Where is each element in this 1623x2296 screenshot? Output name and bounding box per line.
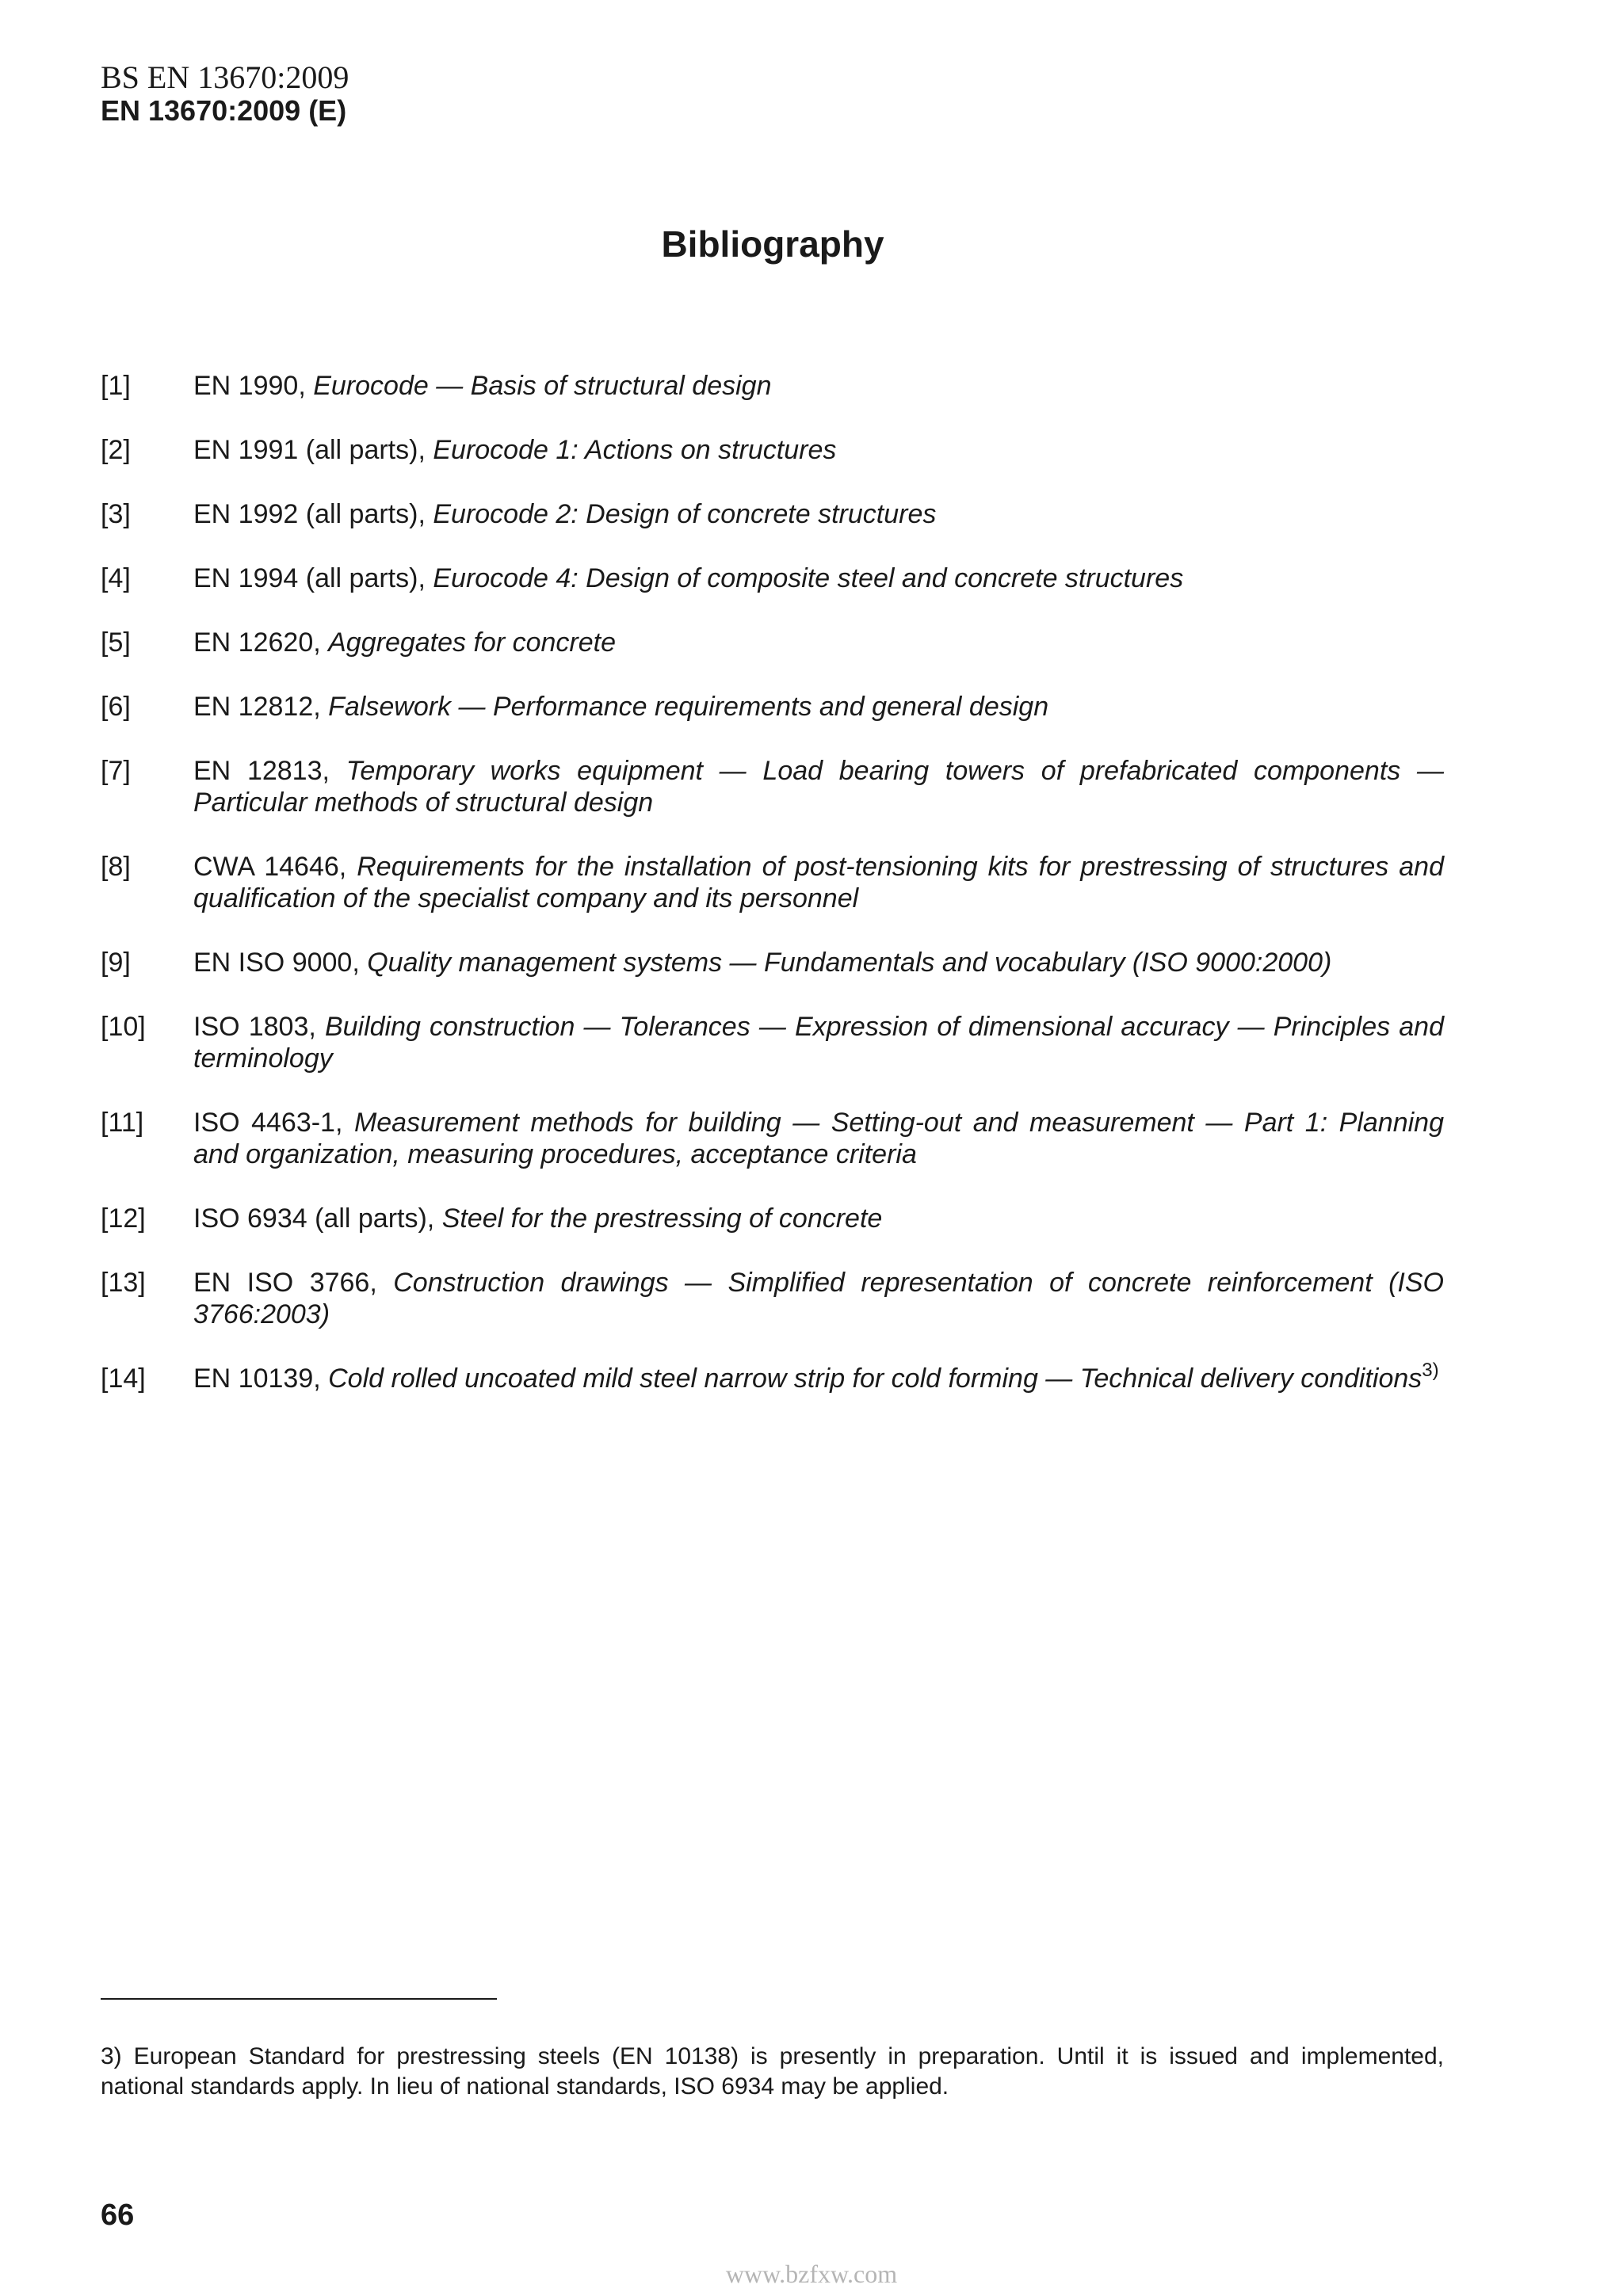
bibliography-entry [101,563,1444,594]
entry-standard: EN 1994 (all parts), [193,563,433,593]
entry-title: Falsework — Performance requirements and general design [328,692,1049,722]
bibliography-entry [101,434,1444,466]
entry-title: Eurocode 2: Design of concrete structures [433,499,937,529]
entry-number: [6] [101,692,131,722]
entry-title: Construction drawings — Simplified representation of concrete reinforcement (ISO 3766:2003) [193,1268,1445,1329]
entry-standard: EN 1991 (all parts), [193,435,433,465]
entry-text [193,370,1444,402]
entry-title: Temporary works equipment — Load bearing towers of prefabricated components — Particular methods of structural design [193,756,1444,818]
entry-standard: EN 12620, [193,627,329,658]
entry-number: [2] [101,435,131,465]
bibliography-entry [101,498,1444,530]
entry-text [193,851,1444,914]
page-number: 66 [101,2199,135,2232]
entry-title: Cold rolled uncoated mild steel narrow strip for cold forming — Technical delivery conditions [328,1363,1423,1394]
bibliography-entry [101,1203,1444,1234]
entry-standard: EN ISO 9000, [193,948,368,978]
bibliography-entry [101,851,1444,914]
entry-number: [8] [101,852,131,882]
entry-text [193,563,1444,594]
entry-text [193,1360,1444,1394]
entry-title: Measurement methods for building — Setting-out and measurement — Part 1: Planning and organization, measuring procedures, acceptance criteria [193,1108,1444,1169]
entry-number: [4] [101,563,131,593]
entry-text [193,691,1444,723]
entry-number: [9] [101,948,131,978]
entry-title: Eurocode — Basis of structural design [313,371,772,401]
entry-title: Requirements for the installation of post-tensioning kits for prestressing of structures and qualification of the specialist company and its personnel [193,852,1445,913]
entry-text [193,434,1444,466]
bibliography-entry [101,755,1444,818]
entry-text [193,498,1444,530]
entry-text [193,627,1444,658]
entry-text [193,1107,1444,1170]
entry-title: Quality management systems — Fundamentals and vocabulary (ISO 9000:2000) [367,948,1332,978]
bibliography-entry [101,1267,1444,1330]
entry-title: Steel for the prestressing of concrete [441,1203,883,1234]
entry-number: [7] [101,756,131,786]
entry-number: [14] [101,1363,146,1394]
entry-title: Eurocode 4: Design of composite steel and concrete structures [433,563,1184,593]
entry-text [193,947,1444,978]
entry-text [193,755,1444,818]
document-code-en: EN 13670:2009 (E) [101,94,347,127]
document-code-bs: BS EN 13670:2009 [101,59,349,95]
entry-number: [11] [101,1108,144,1138]
entry-text [193,1203,1444,1234]
entry-number: [10] [101,1012,146,1042]
entry-standard: ISO 6934 (all parts), [193,1203,442,1234]
bibliography-entry [101,947,1444,978]
entry-standard: EN 12812, [193,692,329,722]
footnote-separator [101,1998,497,2000]
footnote-marker: 3) [1422,1360,1439,1381]
footnote-text: 3) European Standard for prestressing steels (EN 10138) is presently in preparation. Until it is issued and implemented, national standards apply. In lieu of national standards, ISO 6934 may be applied. [101,2043,1444,2100]
entry-standard: EN 12813, [193,756,346,786]
bibliography-entry [101,627,1444,658]
watermark: www.bzfxw.com [725,2260,898,2288]
entry-standard: EN 1992 (all parts), [193,499,433,529]
entry-standard: CWA 14646, [193,852,357,882]
bibliography-entry [101,1107,1444,1170]
entry-title: Eurocode 1: Actions on structures [433,435,837,465]
entry-number: [12] [101,1203,146,1234]
entry-standard: ISO 1803, [193,1012,325,1042]
bibliography-entry [101,1011,1444,1074]
entry-standard: ISO 4463-1, [193,1108,354,1138]
entry-title: Aggregates for concrete [328,627,617,658]
entry-standard: EN 1990, [193,371,314,401]
entry-number: [13] [101,1268,146,1298]
bibliography-entry [101,370,1444,402]
entry-standard: EN ISO 3766, [193,1268,394,1298]
entry-number: [5] [101,627,131,658]
entry-number: [1] [101,371,131,401]
bibliography-entry [101,1360,1444,1394]
entry-text [193,1267,1444,1330]
entry-title: Building construction — Tolerances — Expression of dimensional accuracy — Principles and terminology [193,1012,1444,1074]
entry-text [193,1011,1444,1074]
bibliography-entry [101,691,1444,723]
bibliography-list [101,370,1444,1427]
entry-standard: EN 10139, [193,1363,329,1394]
entry-number: [3] [101,499,131,529]
page-title: Bibliography [661,223,884,265]
